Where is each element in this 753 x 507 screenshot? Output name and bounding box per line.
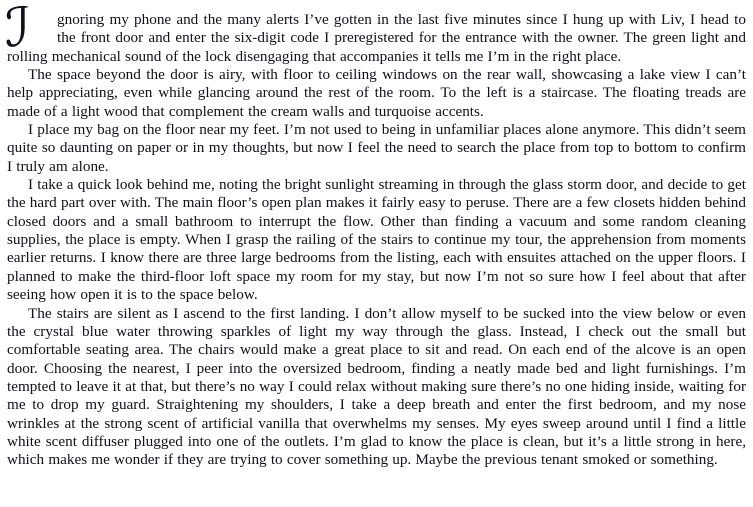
paragraph-text: gnoring my phone and the many alerts I’ve gotten in the last five minutes since I hung up with Liv, I head to the front door and enter the six-digit code I preregistered for the entrance with the owner. The green light and rolling mechanical sound of the lock disengaging that accompanies it tells me I’m in the right place. — [7, 11, 746, 65]
drop-cap-spacer — [7, 11, 57, 30]
paragraph — [7, 11, 746, 66]
drop-cap-letter: ℐ — [5, 0, 31, 59]
paragraph: The stairs are silent as I ascend to the first landing. I don’t allow myself to be sucked into the view below or even the crystal blue water throwing sparkles of light my way through the glass. Instead, I check out the small but comfortable seating area. The chairs would make a great place to sit and read. On each end of the alcove is an open door. Choosing the nearest, I peer into the oversized bedroom, finding a neatly made bed and light furnishings. I’m tempted to leave it at that, but there’s no way I could relax without making sure there’s no one hiding inside, waiting for me to drop my guard. Straightening my shoulders, I take a deep breath and enter the first bedroom, and my nose wrinkles at the strong scent of artificial vanilla that overwhelms my senses. My eyes sweep around until I find a little white scent diffuser plugged into one of the outlets. I’m glad to know the place is clean, but it’s a little strong in here, which makes me wonder if they are trying to cover something up. Maybe the previous tenant smoked or something. — [7, 304, 746, 469]
paragraph: I place my bag on the floor near my feet. I’m not used to being in unfamiliar places alone anymore. This didn’t seem quite so daunting on paper or in my thoughts, but now I feel the need to search the place from top to bottom to confirm I truly am alone. — [7, 121, 746, 175]
paragraph: The space beyond the door is airy, with floor to ceiling windows on the rear wall, showcasing a lake view I can’t help appreciating, even while glancing around the rest of the room. To the left is a staircase. The floating treads are made of a light wood that complement the cream walls and turquoise accents. — [7, 66, 746, 120]
paragraph: I take a quick look behind me, noting the bright sunlight streaming in through the glass storm door, and decide to get the hard part over with. The main floor’s open plan makes it fairly easy to peruse. There are a few closets hidden behind closed doors and a small bathroom to interrupt the flow. Other than finding a vacuum and some random cleaning supplies, the place is empty. When I grasp the railing of the stairs to continue my tour, the apprehension from moments earlier returns. I know there are three large bedrooms from the listing, each with ensuites attached on the upper floors. I planned to make the third-floor loft space my room for my stay, but now I’m not so sure how I feel about that after seeing how open it is to the space below. — [7, 176, 746, 304]
